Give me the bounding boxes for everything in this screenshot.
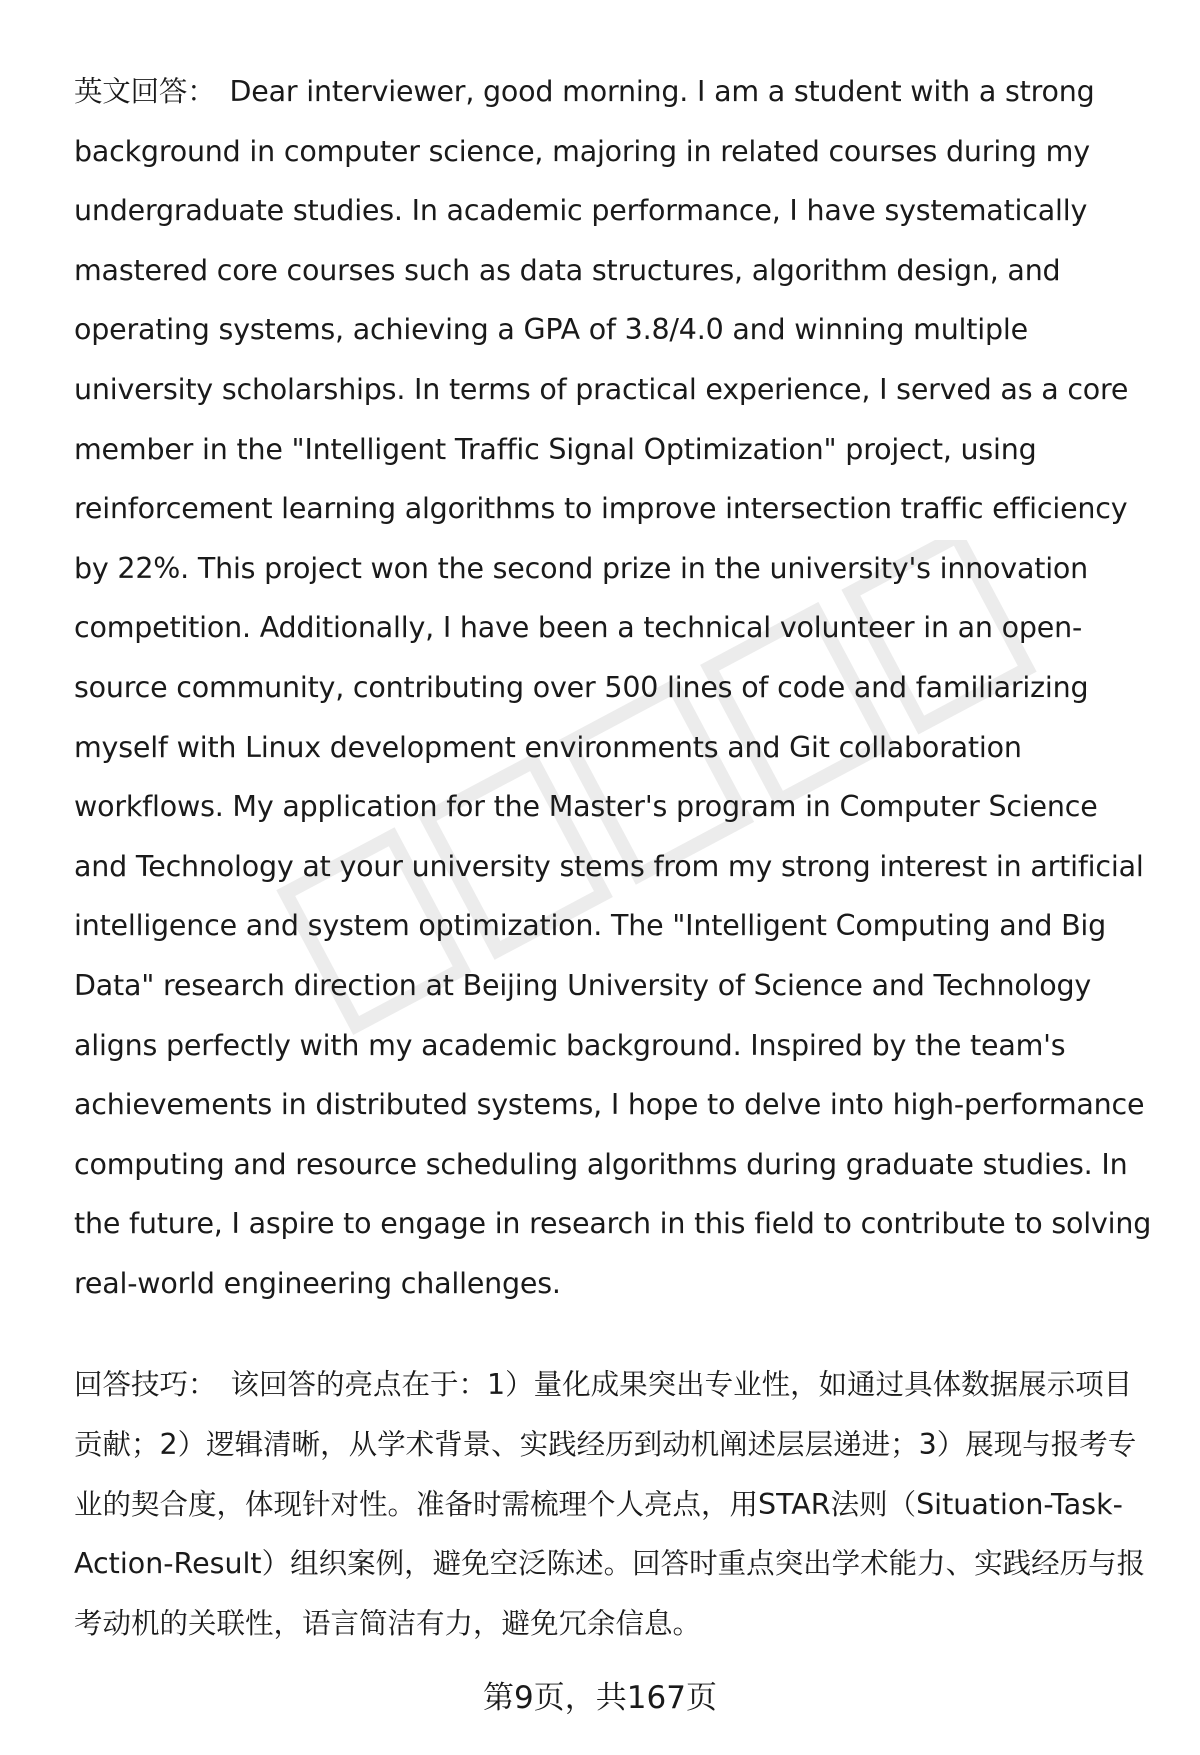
document-content	[74, 62, 1154, 1653]
answer-tips-text: 该回答的亮点在于：1）量化成果突出专业性，如通过具体数据展示项目贡献；2）逻辑清晰，从学术背景、实践经历到动机阐述层层递进；3）展现与报考专业的契合度，体现针对性。准备时需梳理个人亮点，用STAR法则（Situation-Task-Action-Result）组织案例，避免空泛陈述。回答时重点突出学术能力、实践经历与报考动机的关联性，语言简洁有力，避免冗余信息。	[74, 1368, 1146, 1640]
page-indicator: 第9页，共167页	[483, 1680, 717, 1716]
english-answer-text: Dear interviewer, good morning. I am a student with a strong background in computer science, majoring in related courses during my undergraduate studies. In academic performance, I have systematically mastered core courses such as data structures, algorithm design, and operating systems, achieving a GPA of 3.8/4.0 and winning multiple university scholarships. In terms of practical experience, I served as a core member in the "Intelligent Traffic Signal Optimization" project, using reinforcement learning algorithms to improve intersection traffic efficiency by 22%. This project won the second prize in the university's innovation competition. Additionally, I have been a technical volunteer in an open-source community, contributing over 500 lines of code and familiarizing myself with Linux development environments and Git collaboration workflows. My application for the Master's program in Computer Science and Technology at your university stems from my strong interest in artificial intelligence and system optimization. The "Intelligent Computing and Big Data" research direction at Beijing University of Science and Technology aligns perfectly with my academic background. Inspired by the team's achievements in distributed systems, I hope to delve into high-performance computing and resource scheduling algorithms during graduate studies. In the future, I aspire to engage in research in this field to contribute to solving real-world engineering challenges.	[74, 75, 1152, 1300]
answer-tips-label: 回答技巧：	[74, 1368, 217, 1402]
english-answer-label: 英文回答：	[74, 75, 216, 108]
english-answer-paragraph	[74, 62, 1154, 1313]
answer-tips-paragraph	[74, 1355, 1154, 1653]
